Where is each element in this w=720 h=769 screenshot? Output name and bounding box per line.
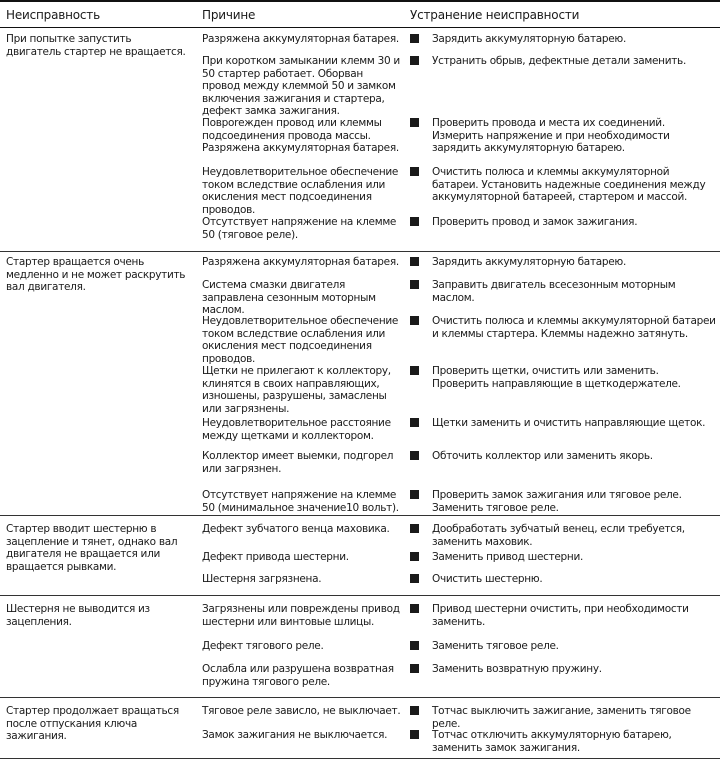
remedy-text: Очистить шестерню.: [432, 573, 543, 585]
cause-text: Ослабла или разрушена возвратная пружина тягового реле.: [202, 663, 394, 688]
bullet-square-icon: [410, 524, 419, 533]
bullet-square-icon: [410, 56, 419, 65]
bullet-square-icon: [410, 257, 419, 266]
bullet-square-icon: [410, 574, 419, 583]
header-remedy: Устранение неисправности: [410, 8, 580, 22]
fault-group: [0, 252, 720, 516]
remedy-text: Устранить обрыв, дефектные детали заменить.: [432, 55, 686, 67]
cause-text: Неудовлетворительное обеспечение током вследствие ослабления или окисления мест подсоединения проводов.: [202, 315, 399, 365]
bullet-square-icon: [410, 706, 419, 715]
fault-group: [0, 596, 720, 698]
bullet-square-icon: [410, 664, 419, 673]
remedy-text: Проверить замок зажигания или тяговое реле. Заменить тяговое реле.: [432, 489, 682, 514]
remedy-text: Зарядить аккумуляторную батарею.: [432, 33, 626, 45]
remedy-text: Проверить щетки, очистить или заменить. Проверить направляющие в щеткодержателе.: [432, 365, 681, 390]
cause-text: Отсутствует напряжение на клемме 50 (тяговое реле).: [202, 216, 397, 241]
bullet-square-icon: [410, 316, 419, 325]
remedy-text: Заправить двигатель всесезонным моторным маслом.: [432, 279, 676, 304]
bullet-square-icon: [410, 118, 419, 127]
remedy-text: Очистить полюса и клеммы аккумуляторной батареи и клеммы стартера. Клеммы надежно затянуть.: [432, 315, 716, 340]
table-header: [0, 0, 720, 28]
bullet-square-icon: [410, 641, 419, 650]
cause-text: При коротком замыкании клемм 30 и 50 стартер работает. Оборван провод между клеммой 50 и замком включения зажигания и стартера, дефект замка зажигания.: [202, 55, 400, 117]
cause-text: Разряжена аккумуляторная батарея.: [202, 256, 399, 268]
cause-text: Дефект привода шестерни.: [202, 551, 349, 563]
fault-group: [0, 516, 720, 596]
remedy-text: Проверить провод и замок зажигания.: [432, 216, 638, 228]
cause-text: Отсутствует напряжение на клемме 50 (минимальное значение10 вольт).: [202, 489, 399, 514]
cause-text: Неудовлетворительное обеспечение током вследствие ослабления или окисления мест подсоединения проводов.: [202, 166, 399, 216]
fault-text: Шестерня не выводится из зацепления.: [6, 603, 150, 628]
remedy-text: Тотчас отключить аккумуляторную батарею, заменить замок зажигания.: [432, 729, 672, 754]
fault-group: [0, 28, 720, 252]
fault-text: При попытке запустить двигатель стартер не вращается.: [6, 33, 186, 58]
remedy-text: Заменить тяговое реле.: [432, 640, 559, 652]
header-cause: Причине: [202, 8, 256, 22]
remedy-text: Очистить полюса и клеммы аккумуляторной батареи. Установить надежные соединения между аккумуляторной батареей, стартером и массой.: [432, 166, 706, 203]
header-fault: Неисправность: [6, 8, 100, 22]
remedy-text: Заменить возвратную пружину.: [432, 663, 602, 675]
bullet-square-icon: [410, 604, 419, 613]
cause-text: Шестерня загрязнена.: [202, 573, 322, 585]
remedy-text: Проверить провода и места их соединений. Измерить напряжение и при необходимости зарядить аккумуляторную батарею.: [432, 117, 670, 154]
bullet-square-icon: [410, 217, 419, 226]
bullet-square-icon: [410, 418, 419, 427]
cause-text: Дефект зубчатого венца маховика.: [202, 523, 390, 535]
fault-text: Стартер продолжает вращаться после отпускания ключа зажигания.: [6, 705, 179, 742]
bullet-square-icon: [410, 552, 419, 561]
bullet-square-icon: [410, 34, 419, 43]
remedy-text: Обточить коллектор или заменить якорь.: [432, 450, 653, 462]
cause-text: Неудовлетворительное расстояние между щетками и коллектором.: [202, 417, 391, 442]
cause-text: Система смазки двигателя заправлена сезонным моторным маслом.: [202, 279, 376, 316]
bullet-square-icon: [410, 490, 419, 499]
cause-text: Повporежден провод или клеммы подсоединения провода массы. Разряжена аккумуляторная батарея.: [202, 117, 399, 154]
remedy-text: Дообработать зубчатый венец, если требуется, заменить маховик.: [432, 523, 685, 548]
bullet-square-icon: [410, 167, 419, 176]
fault-text: Стартер вводит шестерню в зацепление и тянет, однако вал двигателя не вращается или вращается рывками.: [6, 523, 178, 573]
cause-text: Разряжена аккумуляторная батарея.: [202, 33, 399, 45]
remedy-text: Зарядить аккумуляторную батарею.: [432, 256, 626, 268]
cause-text: Щетки не прилегают к коллектору, клинятся в своих направляющих, изношены, разрушены, замаслены или загрязнены.: [202, 365, 391, 415]
remedy-text: Щетки заменить и очистить направляющие щеток.: [432, 417, 706, 429]
remedy-text: Привод шестерни очистить, при необходимости заменить.: [432, 603, 689, 628]
cause-text: Тяговое реле зависло, не выключает.: [202, 705, 401, 717]
remedy-text: Тотчас выключить зажигание, заменить тяговое реле.: [432, 705, 691, 730]
cause-text: Загрязнены или повреждены привод шестерни или винтовые шлицы.: [202, 603, 400, 628]
remedy-text: Заменить привод шестерни.: [432, 551, 584, 563]
cause-text: Коллектор имеет выемки, подгорел или загрязнен.: [202, 450, 394, 475]
cause-text: Дефект тягового реле.: [202, 640, 324, 652]
cause-text: Замок зажигания не выключается.: [202, 729, 388, 741]
bullet-square-icon: [410, 730, 419, 739]
bullet-square-icon: [410, 280, 419, 289]
bullet-square-icon: [410, 366, 419, 375]
bullet-square-icon: [410, 451, 419, 460]
fault-group: [0, 698, 720, 759]
fault-text: Стартер вращается очень медленно и не может раскрутить вал двигателя.: [6, 256, 186, 293]
